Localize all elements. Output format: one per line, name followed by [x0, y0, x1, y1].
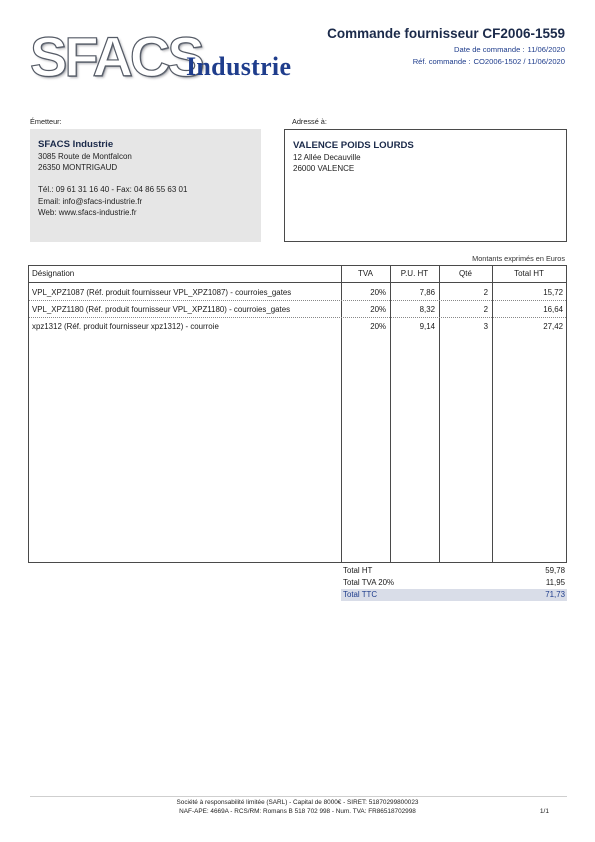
row-unit-price: 8,32	[419, 305, 435, 314]
company-logo	[30, 25, 320, 88]
row-designation: VPL_XPZ1087 (Réf. produit fournisseur VPL_XPZ1087) - courroies_gates	[32, 288, 292, 297]
sender-name: SFACS Industrie	[38, 139, 114, 150]
header-tva: TVA	[358, 269, 373, 278]
document-title: Commande fournisseur CF2006-1559	[327, 26, 565, 41]
order-date-label: Date de commande :	[454, 45, 525, 54]
order-date-value: 11/06/2020	[527, 45, 565, 54]
row-tva: 20%	[370, 305, 386, 314]
table-row	[29, 284, 566, 301]
sender-label: Émetteur:	[30, 117, 62, 126]
row-designation: VPL_XPZ1180 (Réf. produit fournisseur VPL_XPZ1180) - courroies_gates	[32, 305, 291, 314]
order-reference	[413, 57, 565, 66]
logo-wordmark: SFACS	[30, 25, 202, 88]
table-row	[29, 301, 566, 318]
sender-address-line2: 26350 MONTRIGAUD	[38, 163, 118, 173]
recipient-address-line1: 12 Allée Decauville	[293, 153, 361, 162]
sender-website: Web: www.sfacs-industrie.fr	[38, 207, 137, 217]
order-lines-table	[28, 265, 567, 563]
row-unit-price: 9,14	[419, 322, 435, 331]
sender-box	[30, 129, 261, 242]
total-ttc-value: 71,73	[545, 590, 565, 599]
page-number: 1/1	[539, 808, 549, 815]
row-quantity: 2	[483, 305, 488, 314]
total-ht-label: Total HT	[343, 566, 373, 575]
row-total-ht: 15,72	[543, 288, 563, 297]
total-tva-row	[341, 577, 567, 589]
footer-legal-line1: Société à responsabilité limitée (SARL) - Capital de 8000€ - SIRET: 51870299800023	[176, 799, 419, 806]
header-quantity: Qté	[459, 269, 472, 278]
order-reference-label: Réf. commande :	[412, 57, 471, 66]
table-header	[29, 266, 566, 283]
total-tva-label: Total TVA 20%	[343, 578, 395, 587]
footer-divider	[30, 796, 567, 797]
row-total-ht: 16,64	[543, 305, 563, 314]
total-tva-value: 11,95	[545, 578, 565, 587]
total-ht-value: 59,78	[545, 566, 565, 575]
row-tva: 20%	[370, 288, 386, 297]
recipient-name: VALENCE POIDS LOURDS	[293, 140, 414, 151]
total-ttc-row	[341, 589, 567, 601]
recipient-box	[284, 129, 567, 242]
recipient-address-line2: 26000 VALENCE	[293, 164, 355, 174]
header-total-ht: Total HT	[514, 269, 544, 278]
table-row	[29, 318, 566, 335]
sender-phone-fax: Tél.: 09 61 31 16 40 - Fax: 04 86 55 63 01	[38, 185, 188, 195]
order-reference-value: CO2006-1502 / 11/06/2020	[473, 57, 565, 66]
total-ttc-label: Total TTC	[343, 590, 378, 599]
row-unit-price: 7,86	[419, 288, 435, 297]
order-date	[454, 45, 565, 54]
recipient-label: Adressé à:	[292, 117, 327, 126]
currency-note: Montants exprimés en Euros	[472, 254, 565, 263]
totals-block	[341, 565, 567, 601]
header-unit-price: P.U. HT	[400, 269, 429, 278]
row-quantity: 3	[483, 322, 488, 331]
sender-email: Email: info@sfacs-industrie.fr	[38, 196, 143, 206]
row-quantity: 2	[483, 288, 488, 297]
footer-legal-line2: NAF-APE: 4669A - RCS/RM: Romans B 518 702 998 - Num. TVA: FR86518702998	[179, 808, 416, 815]
row-tva: 20%	[370, 322, 386, 331]
row-total-ht: 27,42	[543, 322, 563, 331]
sender-address-line1: 3085 Route de Montfalcon	[38, 152, 132, 161]
header-designation: Désignation	[32, 269, 75, 278]
row-designation: xpz1312 (Réf. produit fournisseur xpz1312) - courroie	[32, 322, 219, 331]
logo-subtitle: Industrie	[186, 52, 292, 81]
total-ht-row	[341, 565, 567, 577]
